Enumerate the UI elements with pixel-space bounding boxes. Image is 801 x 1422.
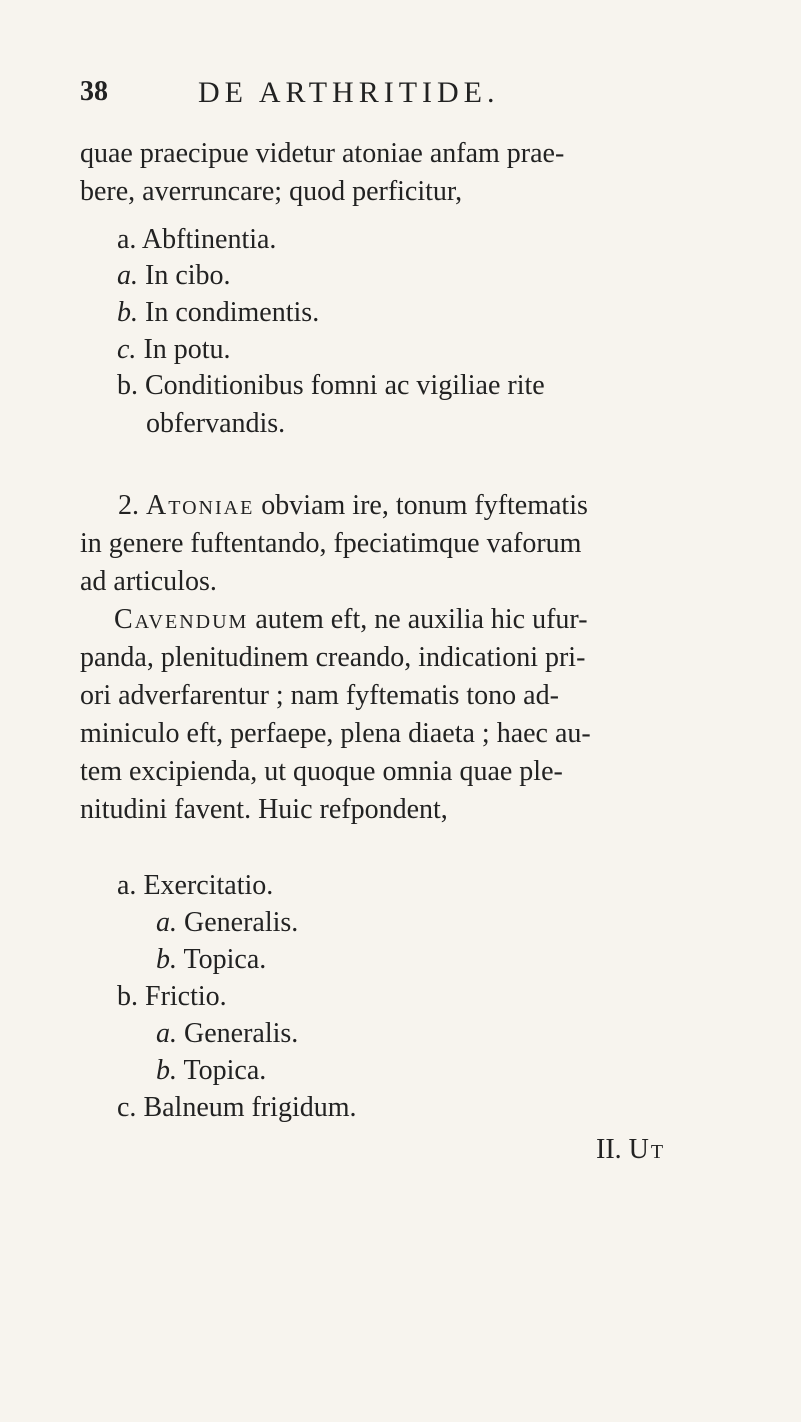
list-text: In condimentis. [145, 297, 320, 328]
list-marker: a. [117, 870, 137, 901]
list-item [156, 909, 298, 937]
list-text: Abftinentia. [141, 224, 277, 255]
running-head: DE ARTHRITIDE. [198, 76, 500, 109]
list-marker: b. [156, 1055, 177, 1086]
list-text: Generalis. [184, 1018, 299, 1049]
list-marker: b. [117, 981, 138, 1012]
list-text: In potu. [143, 334, 231, 365]
list-marker: a. [117, 260, 138, 291]
catchword-number: II. [596, 1134, 622, 1165]
text-line: in genere fuftentando, fpeciatimque vaforum [80, 528, 582, 559]
text-line: miniculo eft, perfaepe, plena diaeta ; haec au- [80, 718, 591, 749]
list-marker: b. [117, 370, 138, 401]
text-line: bere, averruncare; quod perficitur, [80, 176, 463, 207]
catchword [596, 1136, 665, 1164]
catchword-text: Ut [628, 1134, 666, 1165]
list-text: Generalis. [184, 907, 299, 938]
page-number: 38 [80, 76, 108, 107]
text-line [118, 492, 588, 520]
list-item [117, 1094, 357, 1122]
text-line: ad articulos. [80, 566, 217, 597]
list-item [156, 946, 266, 974]
text-span: obviam ire, tonum fyftematis [254, 490, 588, 521]
list-text: Topica. [183, 1055, 267, 1086]
page-header [80, 76, 760, 116]
text-line [114, 606, 588, 634]
list-item [156, 1020, 298, 1048]
list-item [117, 983, 227, 1011]
list-item [117, 226, 276, 254]
list-marker: c. [117, 1092, 137, 1123]
list-item [156, 1057, 266, 1085]
list-marker: b. [156, 944, 177, 975]
list-text: Balneum frigidum. [143, 1092, 357, 1123]
list-marker: a. [156, 907, 177, 938]
text-line: ori adverfarentur ; nam fyftematis tono ad- [80, 680, 559, 711]
list-item [117, 872, 273, 900]
text-line: tem excipienda, ut quoque omnia quae ple- [80, 756, 563, 787]
list-item [117, 299, 319, 327]
list-marker: a. [117, 224, 137, 255]
text-line: obfervandis. [146, 408, 286, 439]
list-text: In cibo. [145, 260, 231, 291]
list-text: Conditionibus fomni ac vigiliae rite [145, 370, 545, 401]
list-marker: b. [117, 297, 138, 328]
list-text: Topica. [183, 944, 267, 975]
list-item [117, 336, 231, 364]
list-item [117, 372, 545, 400]
list-marker: c. [117, 334, 137, 365]
small-caps-term: Atoniae [146, 490, 255, 521]
small-caps-term: Cavendum [114, 604, 249, 635]
text-span: autem eft, ne auxilia hic ufur- [248, 604, 588, 635]
list-item [117, 262, 231, 290]
list-text: Exercitatio. [143, 870, 274, 901]
list-text: Frictio. [145, 981, 227, 1012]
section-number: 2. [118, 490, 139, 521]
text-line: quae praecipue videtur atoniae anfam prae- [80, 138, 565, 169]
text-line: nitudini favent. Huic refpondent, [80, 794, 448, 825]
text-line: panda, plenitudinem creando, indicationi pri- [80, 642, 586, 673]
list-marker: a. [156, 1018, 177, 1049]
